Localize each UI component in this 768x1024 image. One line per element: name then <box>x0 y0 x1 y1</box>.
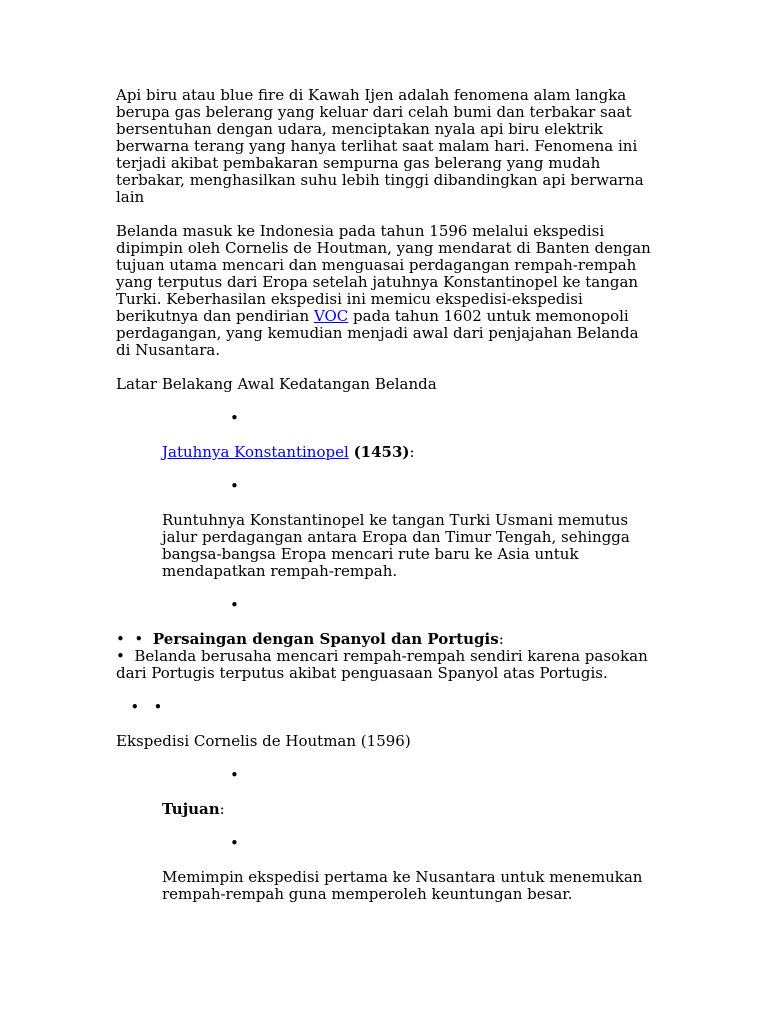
bullet-marker: • <box>153 698 163 716</box>
list-item-tujuan-text: Memimpin ekspedisi pertama ke Nusantara untuk menemukan rempah-rempah guna memperoleh keuntungan besar. <box>162 868 643 903</box>
year-label: (1453) <box>353 443 410 461</box>
document-body <box>116 87 656 903</box>
paragraph-text-after-link: pada tahun 1602 untuk memonopoli perdagangan, yang kemudian menjadi awal dari penjajahan Belanda di Nusantara. <box>116 307 639 359</box>
voc-link[interactable]: VOC <box>313 307 349 325</box>
list-item-tujuan-title <box>116 801 656 818</box>
bullet-marker: • <box>230 834 239 852</box>
paragraph-belanda-masuk <box>116 223 656 359</box>
list-item-persaingan-title <box>116 631 656 648</box>
bullet-marker: • <box>230 409 239 427</box>
tujuan-label: Tujuan <box>162 800 220 818</box>
bullet-marker: • <box>116 630 125 648</box>
konstantinopel-link[interactable]: Jatuhnya Konstantinopel <box>162 443 349 461</box>
paragraph-blue-fire: Api biru atau blue fire di Kawah Ijen adalah fenomena alam langka berupa gas belerang yang keluar dari celah bumi dan terbakar saat bersentuhan dengan udara, menciptakan nyala api biru elektrik berwarna terang yang hanya terlihat saat malam hari. Fenomena ini terjadi akibat pembakaran sempurna gas belerang yang mudah terbakar, menghasilkan suhu lebih tinggi dibandingkan api berwarna lain <box>116 86 644 206</box>
persaingan-text: Belanda berusaha mencari rempah-rempah sendiri karena pasokan dari Portugis terputus akibat penguasaan Spanyol atas Portugis. <box>116 647 648 682</box>
colon: : <box>409 443 415 461</box>
colon: : <box>219 800 225 818</box>
list-item-konstantinopel-title <box>116 444 656 461</box>
section-heading-latar-belakang: Latar Belakang Awal Kedatangan Belanda <box>116 375 437 393</box>
section-heading-ekspedisi: Ekspedisi Cornelis de Houtman (1596) <box>116 732 411 750</box>
list-item-persaingan-text <box>116 648 656 682</box>
colon: : <box>498 630 504 648</box>
bullet-marker: • <box>134 630 144 648</box>
empty-bullet-row <box>116 699 656 716</box>
bullet-marker: • <box>130 698 140 716</box>
list-item-konstantinopel-text: Runtuhnya Konstantinopel ke tangan Turki Usmani memutus jalur perdagangan antara Eropa dan Timur Tengah, sehingga bangsa-bangsa Eropa mencari rute baru ke Asia untuk mendapatkan rempah-rempah. <box>162 511 630 580</box>
paragraph-text-before-link: Belanda masuk ke Indonesia pada tahun 1596 melalui ekspedisi dipimpin oleh Cornelis de Houtman, yang mendarat di Banten dengan tujuan utama mencari dan menguasai perdagangan rempah-rempah yang terputus dari Eropa setelah jatuhnya Konstantinopel ke tangan Turki. Keberhasilan ekspedisi ini memicu ekspedisi-ekspedisi berikutnya dan pendirian <box>116 222 651 325</box>
persaingan-label: Persaingan dengan Spanyol dan Portugis <box>152 630 499 648</box>
bullet-marker: • <box>116 647 125 665</box>
bullet-marker: • <box>230 477 239 495</box>
bullet-marker: • <box>230 766 239 784</box>
bullet-marker: • <box>230 596 239 614</box>
